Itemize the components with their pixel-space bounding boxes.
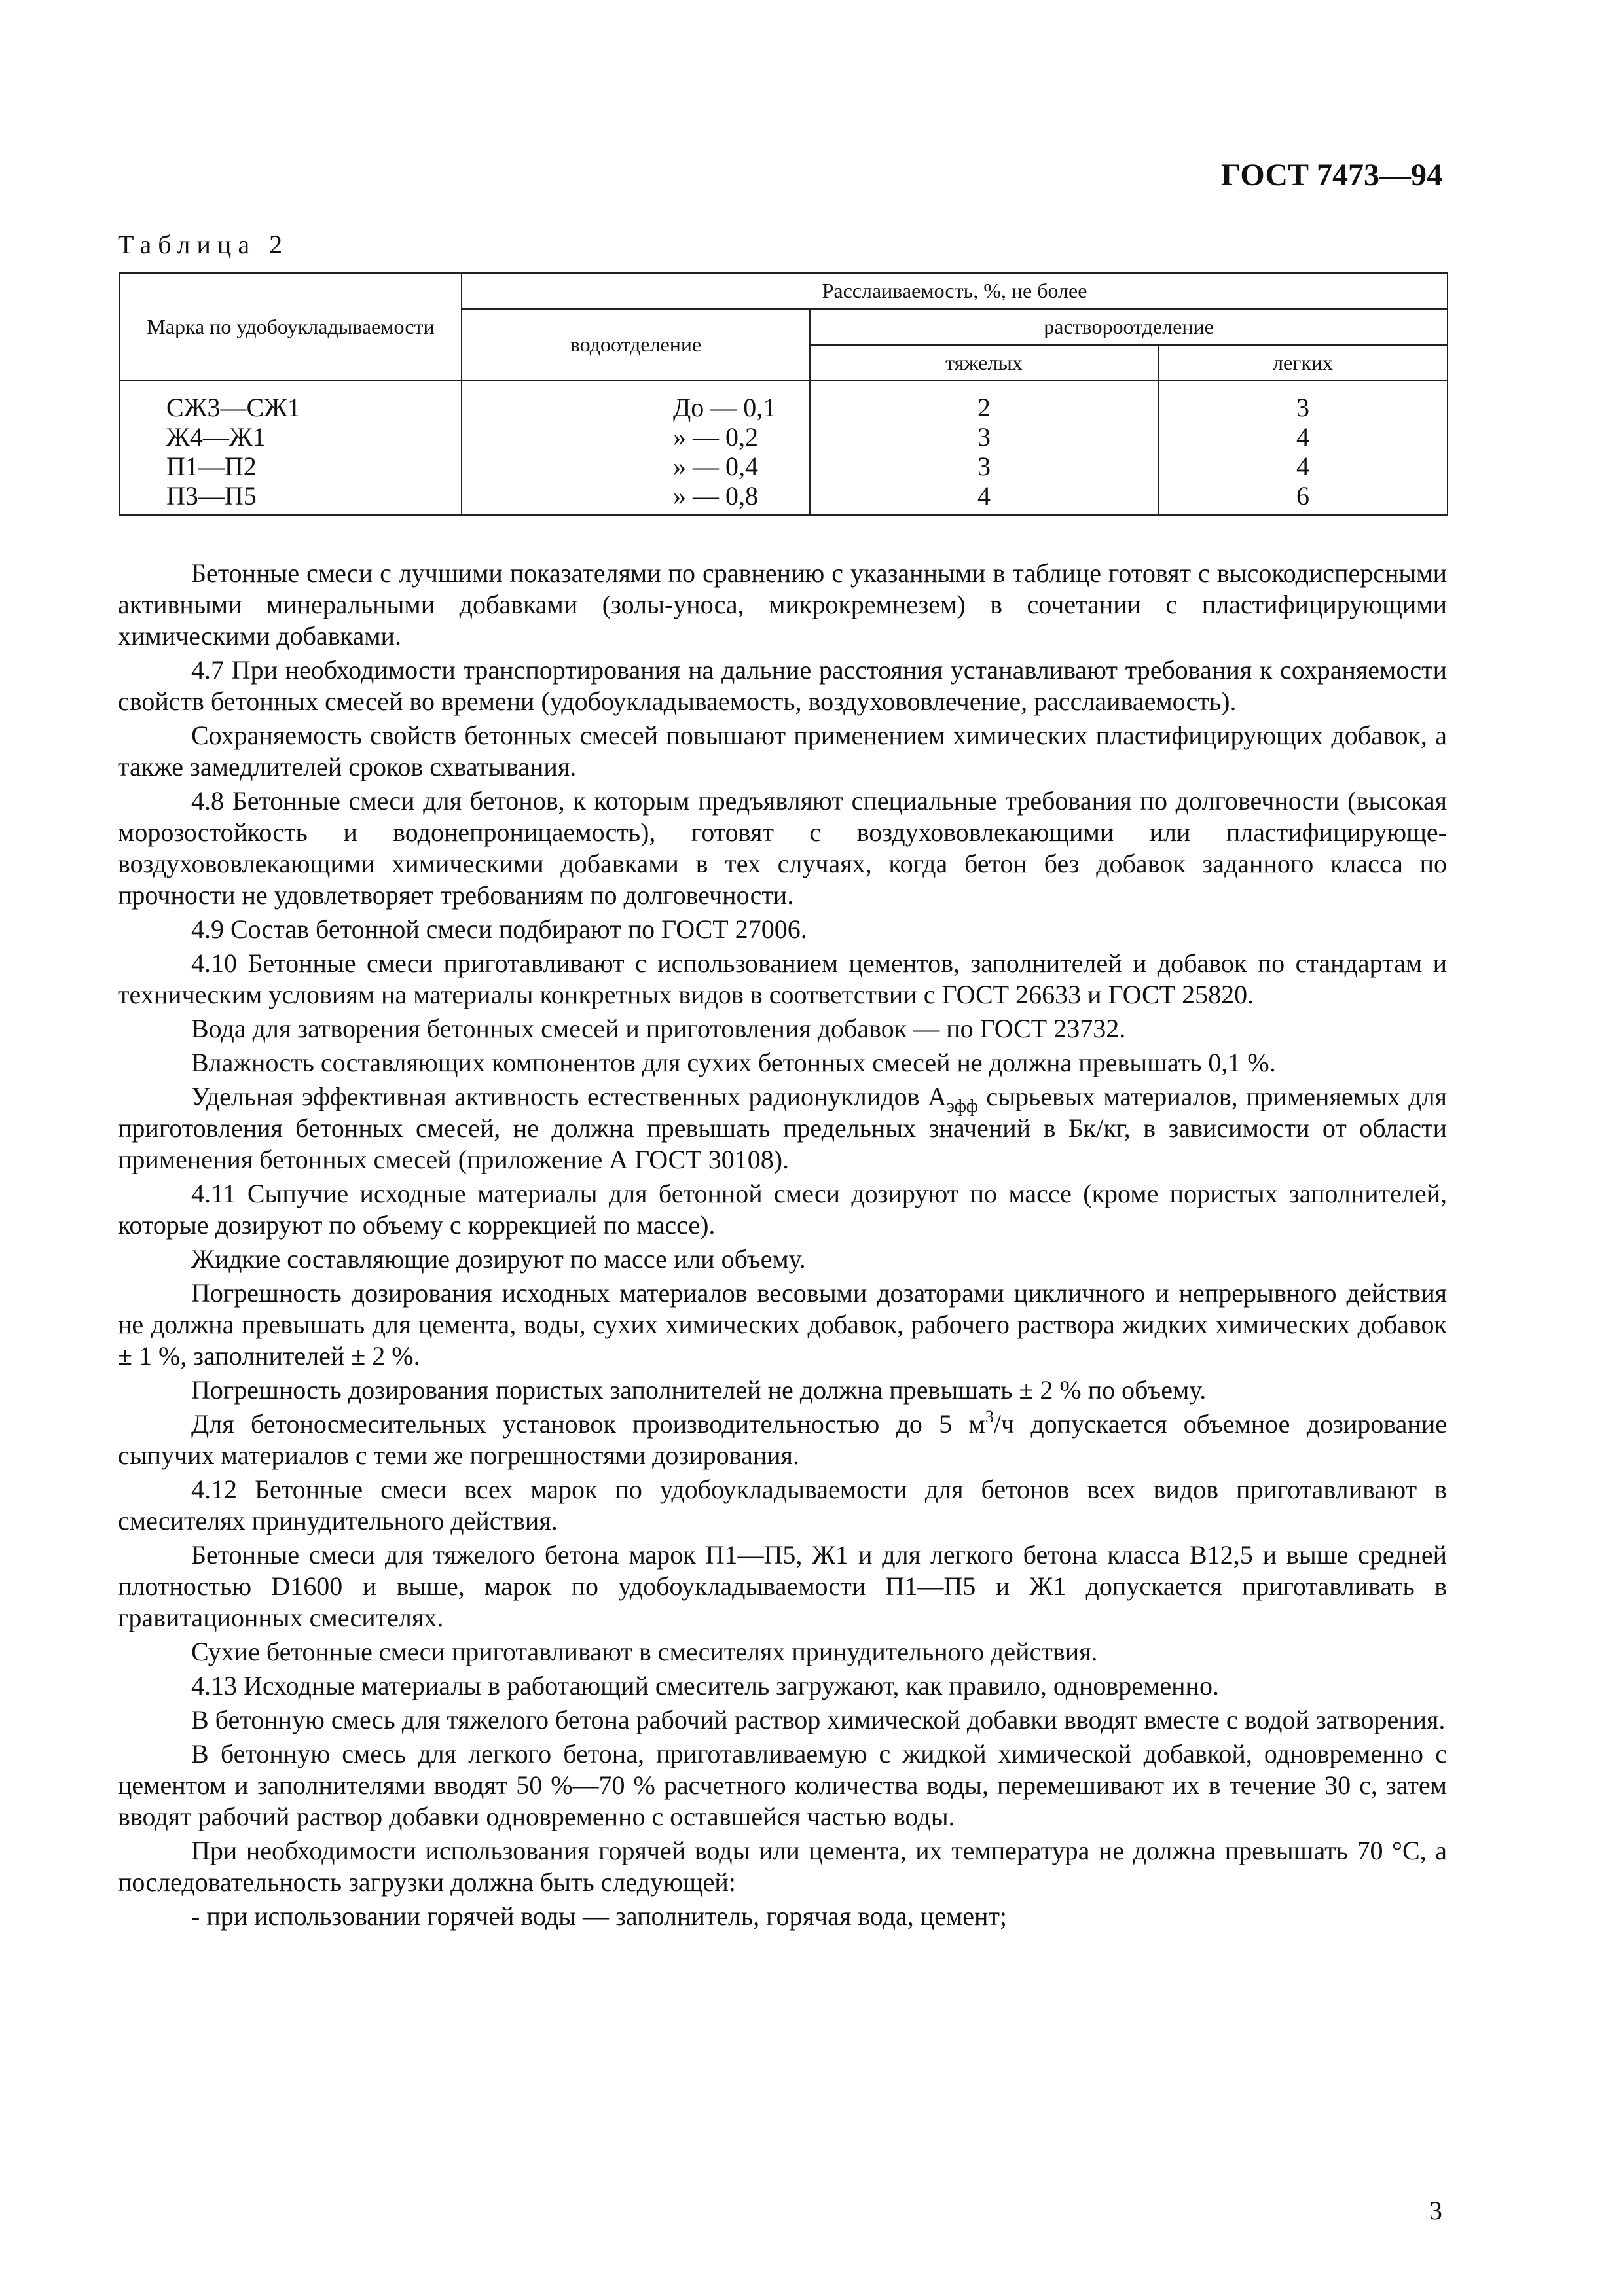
cell-grade: СЖ3—СЖ1 xyxy=(120,380,462,422)
paragraph: Сохраняемость свойств бетонных смесей повышают применением химических пластифицирующих добавок, а также замедлителей сроков схватывания. xyxy=(118,721,1447,781)
paragraph: Погрешность дозирования пористых заполнителей не должна превышать ± 2 % по объему. xyxy=(191,1375,1207,1405)
cell-heavy: 3 xyxy=(810,422,1158,452)
paragraph: 4.8 Бетонные смеси для бетонов, к которым предъявляют специальные требования по долговечности (высокая морозостойкость и водонепроницаемость), готовят с воздухововлекающими или пластифицирующе-воздухововлекающими химическими добавками в тех случаях, когда бетон без добавок заданного класса по прочности не удовлетворяет требованиям по долговечности. xyxy=(118,786,1447,910)
cell-light: 3 xyxy=(1158,380,1448,422)
cell-water: До — 0,1 xyxy=(462,380,810,422)
paragraph: 4.10 Бетонные смеси приготавливают с использованием цементов, заполнителей и добавок по стандартам и техническим условиям на материалы конкретных видов в соответствии с ГОСТ 26633 и ГОСТ 25820. xyxy=(118,948,1447,1009)
cell-light: 6 xyxy=(1158,481,1448,515)
paragraph: - при использовании горячей воды — заполнитель, горячая вода, цемент; xyxy=(191,1901,1008,1931)
paragraph: Погрешность дозирования исходных материалов весовыми дозаторами цикличного и непрерывного действия не должна превышать для цемента, воды, сухих химических добавок, рабочего раствора жидких химических добавок ± 1 %, заполнителей ± 2 %. xyxy=(118,1278,1447,1371)
paragraph: 4.13 Исходные материалы в работающий смеситель загружают, как правило, одновременно. xyxy=(191,1671,1219,1700)
table-row xyxy=(120,380,1448,422)
table-row xyxy=(120,452,1448,481)
header-separation: Расслаиваемость, %, не более xyxy=(462,273,1448,309)
cell-grade: Ж4—Ж1 xyxy=(120,422,462,452)
paragraph: В бетонную смесь для тяжелого бетона рабочий раствор химической добавки вводят вместе с водой затворения. xyxy=(191,1705,1446,1734)
separation-table xyxy=(119,272,1448,516)
cell-water: » — 0,4 xyxy=(462,452,810,481)
table-row xyxy=(120,481,1448,515)
cell-heavy: 2 xyxy=(810,380,1158,422)
cell-light: 4 xyxy=(1158,452,1448,481)
cell-water: » — 0,2 xyxy=(462,422,810,452)
header-grade: Марка по удобоукладываемости xyxy=(120,273,462,380)
paragraph-radionuclide xyxy=(118,1081,1447,1175)
paragraph: 4.9 Состав бетонной смеси подбирают по ГОСТ 27006. xyxy=(191,914,807,944)
text-fragment: сырьевых материалов, применяемых для приготовления бетонных смесей, не должна превышать предельных значений в Бк/кг, в зависимости от области применения бетонных смесей (приложение А ГОСТ 30108). xyxy=(118,1082,1447,1174)
paragraph: 4.12 Бетонные смеси всех марок по удобоукладываемости для бетонов всех видов приготавливают в смесителях принудительного действия. xyxy=(118,1475,1447,1535)
text-fragment: Для бетоносмесительных установок производительностью до 5 м xyxy=(191,1409,985,1439)
header-heavy: тяжелых xyxy=(810,345,1158,381)
paragraph: В бетонную смесь для легкого бетона, приготавливаемую с жидкой химической добавкой, одновременно с цементом и заполнителями вводят 50 %—70 % расчетного количества воды, перемешивают их в течение 30 с, затем вводят рабочий раствор добавки одновременно с оставшейся частью воды. xyxy=(118,1739,1447,1831)
paragraph-volumetric xyxy=(118,1408,1447,1471)
paragraph: Жидкие составляющие дозируют по массе или объему. xyxy=(191,1244,806,1274)
cell-light: 4 xyxy=(1158,422,1448,452)
table-row xyxy=(120,422,1448,452)
cell-heavy: 4 xyxy=(810,481,1158,515)
cell-grade: П1—П2 xyxy=(120,452,462,481)
page-number: 3 xyxy=(1429,2196,1442,2225)
paragraph: При необходимости использования горячей воды или цемента, их температура не должна превышать 70 °С, а последовательность загрузки должна быть следующей: xyxy=(118,1836,1447,1897)
superscript: 3 xyxy=(985,1407,994,1426)
document-code: ГОСТ 7473—94 xyxy=(1221,158,1442,192)
cell-water: » — 0,8 xyxy=(462,481,810,515)
body-text xyxy=(118,558,1447,1935)
paragraph: Влажность составляющих компонентов для сухих бетонных смесей не должна превышать 0,1 %. xyxy=(191,1048,1276,1077)
subscript: эфф xyxy=(946,1096,978,1117)
cell-grade: П3—П5 xyxy=(120,481,462,515)
paragraph: Вода для затворения бетонных смесей и приготовления добавок — по ГОСТ 23732. xyxy=(191,1014,1126,1043)
text-fragment: Удельная эффективная активность естественных радионуклидов А xyxy=(191,1082,947,1111)
paragraph: 4.7 При необходимости транспортирования на дальние расстояния устанавливают требования к сохраняемости свойств бетонных смесей во времени (удобоукладываемость, воздухововлечение, расслаиваемость). xyxy=(118,655,1447,716)
table-caption: Таблица 2 xyxy=(118,230,289,259)
text-fragment: /ч допускается объемное дозирование сыпучих материалов с теми же погрешностями дозирования. xyxy=(118,1409,1447,1470)
paragraph: 4.11 Сыпучие исходные материалы для бетонной смеси дозируют по массе (кроме пористых заполнителей, которые дозируют по объему с коррекцией по массе). xyxy=(118,1179,1447,1240)
header-water: водоотделение xyxy=(462,309,810,381)
header-light: легких xyxy=(1158,345,1448,381)
paragraph: Бетонные смеси для тяжелого бетона марок П1—П5, Ж1 и для легкого бетона класса В12,5 и выше средней плотностью D1600 и выше, марок по удобоукладываемости П1—П5 и Ж1 допускается приготавливать в гравитационных смесителях. xyxy=(118,1540,1447,1632)
cell-heavy: 3 xyxy=(810,452,1158,481)
header-mortar: раствороотделение xyxy=(810,309,1448,345)
paragraph: Бетонные смеси с лучшими показателями по сравнению с указанными в таблице готовят с высокодисперсными активными минеральными добавками (золы-уноса, микрокремнезем) в сочетании с пластифицирующими химическими добавками. xyxy=(118,558,1447,651)
paragraph: Сухие бетонные смеси приготавливают в смесителях принудительного действия. xyxy=(191,1637,1098,1666)
